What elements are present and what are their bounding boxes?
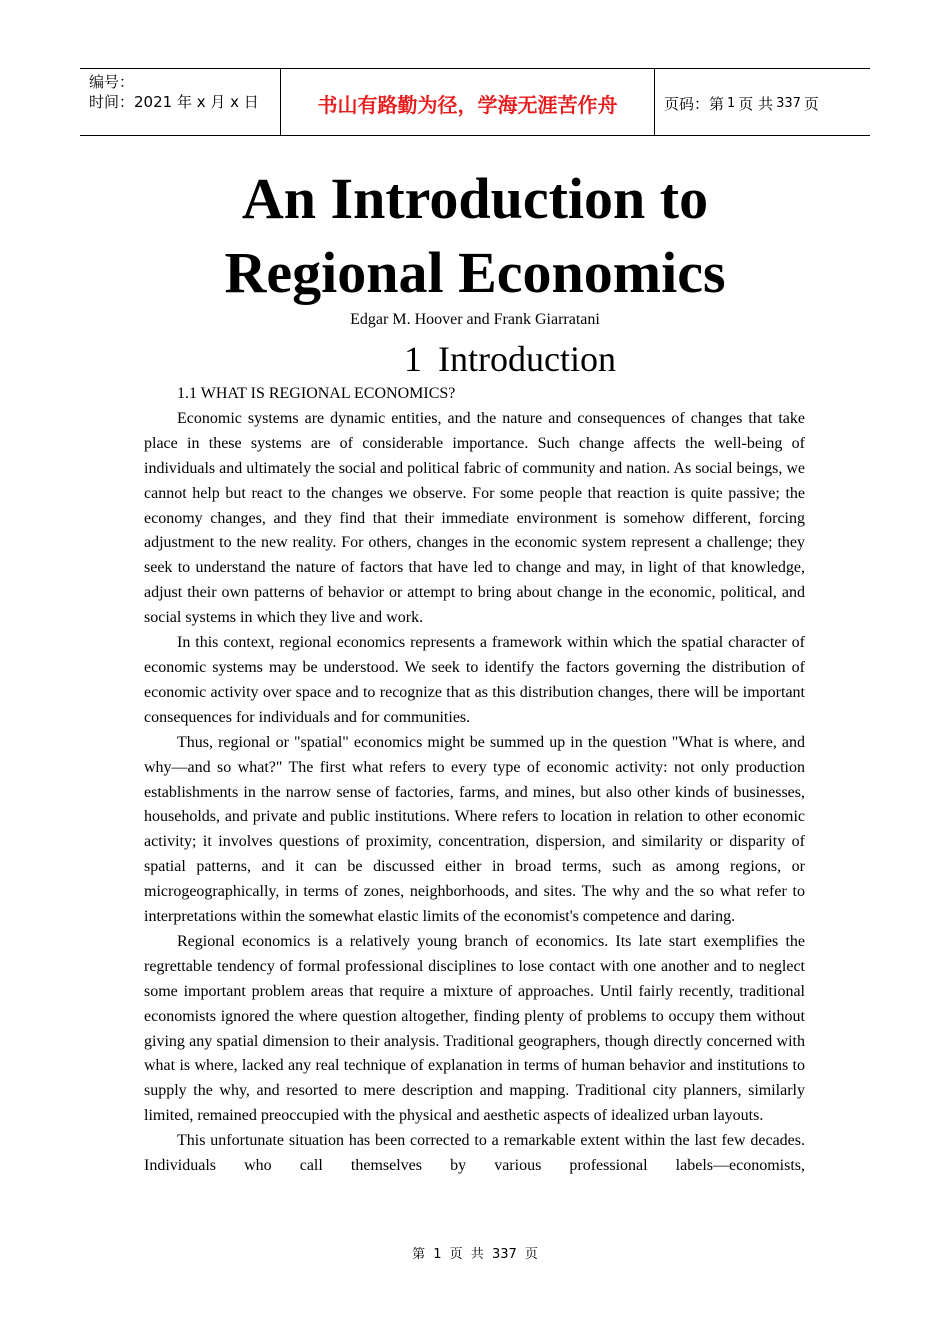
page-header: [80, 68, 870, 136]
paragraph: Economic systems are dynamic entities, and the nature and consequences of changes that take place in these systems are of considerable importance. Such change affects the well-being of individuals and ultimately the social and political fabric of community and nation. As social beings, we cannot help but react to the changes we observe. For some people that reaction is quite passive; the economy changes, and they find that their immediate environment is somehow different, forcing adjustment to the new reality. For others, changes in the economic system represent a challenge; they seek to understand the nature of factors that have led to change and may, in light of that knowledge, adjust their own patterns of behavior or attempt to bring about change in the economic, political, and social systems in which they live and work.: [144, 409, 805, 627]
book-title-line-2: Regional Economics: [224, 240, 726, 305]
footer-total-pages: 337: [491, 1247, 517, 1262]
chapter-heading: [0, 337, 950, 381]
chapter-title: Introduction: [438, 339, 616, 379]
header-meta: [80, 69, 281, 135]
document-number-label: 编号：: [89, 73, 135, 91]
footer-prefix: 第: [412, 1247, 426, 1262]
footer-current-page: 1: [433, 1247, 442, 1262]
footer-suffix: 页: [524, 1247, 538, 1262]
section-heading: 1.1 WHAT IS REGIONAL ECONOMICS?: [177, 385, 456, 402]
page-prefix: 页码：第: [664, 94, 725, 113]
header-motto: 书山有路勤为径，学海无涯苦作舟: [281, 69, 655, 135]
paragraph: This unfortunate situation has been corrected to a remarkable extent within the last few decades. Individuals who call themselves by various professional labels—economists,: [144, 1132, 805, 1175]
body-text: [144, 382, 805, 1179]
page-footer: [0, 1246, 950, 1264]
page-suffix: 页: [803, 94, 819, 113]
paragraph: In this context, regional economics represents a framework within which the spatial character of economic systems may be understood. We seek to identify the factors governing the distribution of economic activity over space and to recognize that as this distribution changes, there will be important consequences for individuals and for communities.: [144, 634, 805, 726]
book-title: [0, 162, 950, 310]
paragraph: Thus, regional or "spatial" economics might be summed up in the question "What is where, and why—and so what?" The first what refers to every type of economic activity: not only production establishments in the narrow sense of factories, farms, and mines, but also other kinds of businesses, households, and private and public institutions. Where refers to location in relation to other economic activity; it involves questions of proximity, concentration, dispersion, and similarity or disparity of spatial patterns, and it can be discussed either in broad terms, such as among regions, or microgeographically, in terms of zones, neighborhoods, and sites. The why and the so what refer to interpretations within the somewhat elastic limits of the economist's competence and daring.: [144, 733, 805, 926]
chapter-number: 1: [404, 339, 423, 379]
header-page-count: [655, 69, 870, 135]
footer-middle: 页 共: [449, 1247, 484, 1262]
book-title-line-1: An Introduction to: [241, 166, 709, 231]
page-total: 337: [776, 95, 801, 111]
page-middle: 页 共: [738, 94, 774, 113]
paragraph: Regional economics is a relatively young branch of economics. Its late start exemplifies the regrettable tendency of formal professional disciplines to lose contact with one another and to neglect some important problem areas that require a mixture of approaches. Until fairly recently, traditional economists ignored the where question altogether, finding plenty of problems to occupy them without giving any spatial dimension to their analysis. Traditional geographers, though directly concerned with what is where, lacked any real technique of explanation in terms of human behavior and institutions to supply the why, and resorted to mere description and mapping. Traditional city planners, similarly limited, remained preoccupied with the physical and aesthetic aspects of idealized urban layouts.: [144, 932, 805, 1125]
page-current: 1: [727, 95, 736, 111]
book-authors: Edgar M. Hoover and Frank Giarratani: [350, 311, 600, 328]
document-time-label: 时间：2021 年 x 月 x 日: [89, 93, 259, 111]
